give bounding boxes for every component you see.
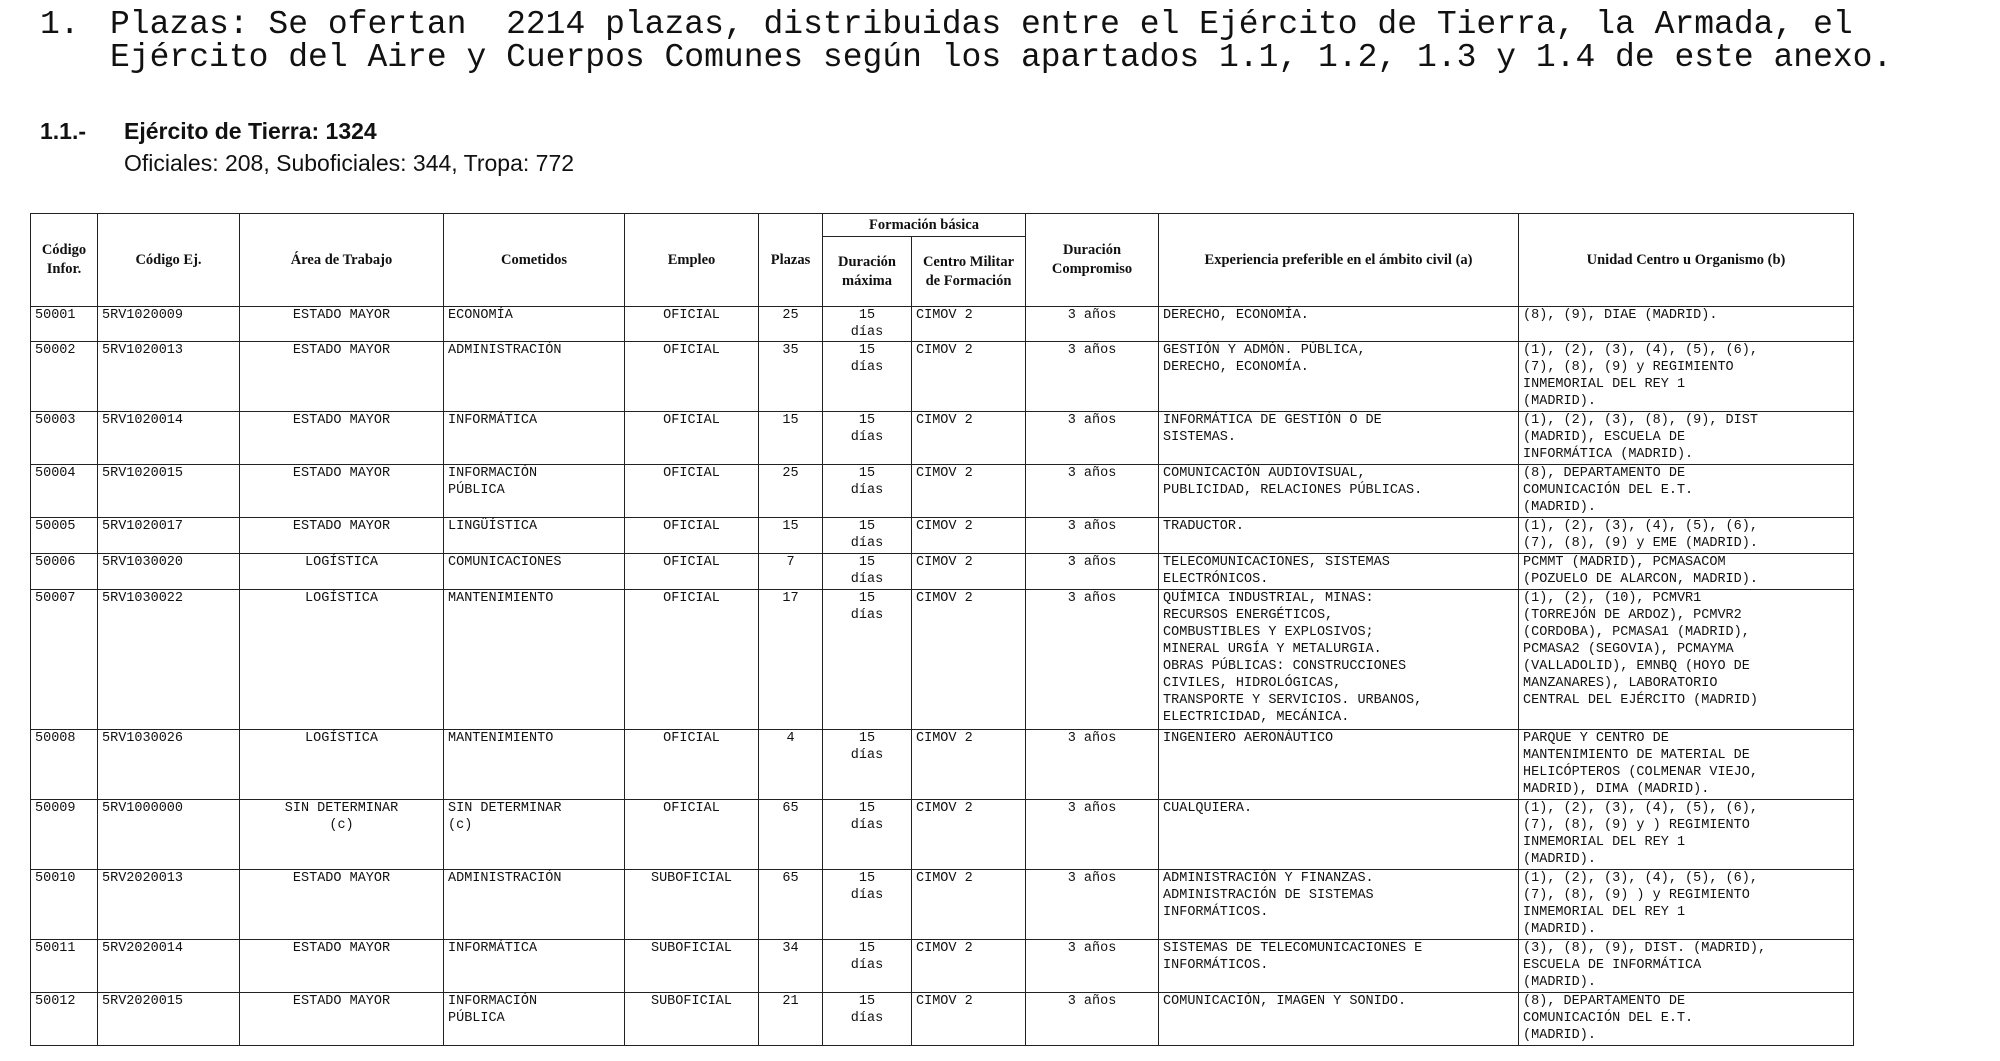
table-row <box>31 307 1854 342</box>
section-subtitle: Oficiales: 208, Suboficiales: 344, Tropa: 772 <box>124 150 575 176</box>
header-empleo: Empleo <box>625 214 759 307</box>
cell-empleo: OFICIAL <box>625 730 759 800</box>
table-row <box>31 800 1854 870</box>
cell-empleo: OFICIAL <box>625 518 759 554</box>
cell-plazas: 65 <box>759 800 823 870</box>
cell-codigo-infor: 50008 <box>31 730 98 800</box>
cell-area-trabajo: ESTADO MAYOR <box>240 412 444 465</box>
table-row <box>31 342 1854 412</box>
header-plazas: Plazas <box>759 214 823 307</box>
cell-cometidos: MANTENIMIENTO <box>444 590 625 730</box>
cell-codigo-infor: 50009 <box>31 800 98 870</box>
table-row <box>31 465 1854 518</box>
header-duracion-compromiso: Duración Compromiso <box>1026 214 1159 307</box>
header-formacion-basica: Formación básica <box>823 214 1026 237</box>
section-heading <box>40 118 377 145</box>
intro-number: 1. <box>40 6 80 43</box>
cell-experiencia: QUÍMICA INDUSTRIAL, MINAS: RECURSOS ENERGÉTICOS, COMBUSTIBLES Y EXPLOSIVOS; MINERAL URGÍA Y METALURGIA. OBRAS PÚBLICAS: CONSTRUCCIONES CIVILES, HIDROLÓGICAS, TRANSPORTE Y SERVICIOS. URBANOS, ELECTRICIDAD, MECÁNICA. <box>1159 590 1519 730</box>
cell-plazas: 4 <box>759 730 823 800</box>
cell-unidad: (8), (9), DIAE (MADRID). <box>1519 307 1854 342</box>
cell-cometidos: INFORMÁTICA <box>444 412 625 465</box>
cell-codigo-infor: 50003 <box>31 412 98 465</box>
cell-unidad: PCMMT (MADRID), PCMASACOM (POZUELO DE ALARCON, MADRID). <box>1519 554 1854 590</box>
cell-centro-militar: CIMOV 2 <box>912 342 1026 412</box>
cell-experiencia: INFORMÁTICA DE GESTIÓN O DE SISTEMAS. <box>1159 412 1519 465</box>
cell-codigo-ej: 5RV1000000 <box>98 800 240 870</box>
cell-centro-militar: CIMOV 2 <box>912 465 1026 518</box>
cell-experiencia: ADMINISTRACIÓN Y FINANZAS. ADMINISTRACIÓN DE SISTEMAS INFORMÁTICOS. <box>1159 870 1519 940</box>
cell-codigo-infor: 50004 <box>31 465 98 518</box>
cell-centro-militar: CIMOV 2 <box>912 800 1026 870</box>
cell-duracion-maxima: 15 días <box>823 518 912 554</box>
cell-cometidos: INFORMACIÓN PÚBLICA <box>444 993 625 1046</box>
cell-duracion-compromiso: 3 años <box>1026 870 1159 940</box>
table-row <box>31 412 1854 465</box>
cell-area-trabajo: ESTADO MAYOR <box>240 993 444 1046</box>
cell-experiencia: COMUNICACIÓN, IMAGEN Y SONIDO. <box>1159 993 1519 1046</box>
header-experiencia: Experiencia preferible en el ámbito civil (a) <box>1159 214 1519 307</box>
cell-codigo-infor: 50001 <box>31 307 98 342</box>
cell-duracion-compromiso: 3 años <box>1026 993 1159 1046</box>
cell-codigo-ej: 5RV1030022 <box>98 590 240 730</box>
cell-duracion-maxima: 15 días <box>823 412 912 465</box>
cell-area-trabajo: LOGÍSTICA <box>240 554 444 590</box>
cell-codigo-infor: 50012 <box>31 993 98 1046</box>
cell-duracion-maxima: 15 días <box>823 870 912 940</box>
cell-experiencia: GESTIÓN Y ADMÓN. PÚBLICA, DERECHO, ECONOMÍA. <box>1159 342 1519 412</box>
cell-plazas: 21 <box>759 993 823 1046</box>
cell-cometidos: SIN DETERMINAR (c) <box>444 800 625 870</box>
cell-unidad: (8), DEPARTAMENTO DE COMUNICACIÓN DEL E.T. (MADRID). <box>1519 993 1854 1046</box>
cell-duracion-compromiso: 3 años <box>1026 940 1159 993</box>
cell-codigo-infor: 50002 <box>31 342 98 412</box>
cell-duracion-maxima: 15 días <box>823 465 912 518</box>
cell-empleo: SUBOFICIAL <box>625 870 759 940</box>
table-row <box>31 554 1854 590</box>
header-centro-militar: Centro Militar de Formación <box>912 237 1026 307</box>
cell-duracion-maxima: 15 días <box>823 940 912 993</box>
cell-centro-militar: CIMOV 2 <box>912 870 1026 940</box>
cell-cometidos: LINGÜÍSTICA <box>444 518 625 554</box>
table-row <box>31 940 1854 993</box>
cell-cometidos: COMUNICACIONES <box>444 554 625 590</box>
cell-unidad: (1), (2), (3), (8), (9), DIST (MADRID), ESCUELA DE INFORMÁTICA (MADRID). <box>1519 412 1854 465</box>
cell-centro-militar: CIMOV 2 <box>912 412 1026 465</box>
cell-empleo: OFICIAL <box>625 800 759 870</box>
cell-duracion-compromiso: 3 años <box>1026 307 1159 342</box>
section-title: Ejército de Tierra: 1324 <box>124 118 377 144</box>
cell-plazas: 7 <box>759 554 823 590</box>
cell-duracion-maxima: 15 días <box>823 554 912 590</box>
cell-codigo-ej: 5RV1020014 <box>98 412 240 465</box>
cell-cometidos: MANTENIMIENTO <box>444 730 625 800</box>
cell-codigo-ej: 5RV2020015 <box>98 993 240 1046</box>
cell-codigo-ej: 5RV2020013 <box>98 870 240 940</box>
cell-area-trabajo: ESTADO MAYOR <box>240 518 444 554</box>
cell-duracion-compromiso: 3 años <box>1026 590 1159 730</box>
cell-centro-militar: CIMOV 2 <box>912 554 1026 590</box>
plazas-table <box>30 213 1854 1046</box>
cell-unidad: (3), (8), (9), DIST. (MADRID), ESCUELA DE INFORMÁTICA (MADRID). <box>1519 940 1854 993</box>
cell-unidad: (1), (2), (3), (4), (5), (6), (7), (8), (9) y REGIMIENTO INMEMORIAL DEL REY 1 (MADRID). <box>1519 342 1854 412</box>
cell-plazas: 25 <box>759 307 823 342</box>
cell-empleo: OFICIAL <box>625 590 759 730</box>
section-number: 1.1.- <box>40 118 87 144</box>
cell-duracion-maxima: 15 días <box>823 993 912 1046</box>
cell-unidad: (1), (2), (3), (4), (5), (6), (7), (8), (9) y ) REGIMIENTO INMEMORIAL DEL REY 1 (MADRID). <box>1519 800 1854 870</box>
cell-experiencia: COMUNICACIÓN AUDIOVISUAL, PUBLICIDAD, RELACIONES PÚBLICAS. <box>1159 465 1519 518</box>
cell-duracion-maxima: 15 días <box>823 730 912 800</box>
cell-experiencia: DERECHO, ECONOMÍA. <box>1159 307 1519 342</box>
cell-codigo-infor: 50010 <box>31 870 98 940</box>
cell-empleo: SUBOFICIAL <box>625 940 759 993</box>
cell-duracion-maxima: 15 días <box>823 342 912 412</box>
cell-empleo: OFICIAL <box>625 342 759 412</box>
cell-empleo: OFICIAL <box>625 412 759 465</box>
cell-codigo-ej: 5RV1020009 <box>98 307 240 342</box>
cell-codigo-infor: 50005 <box>31 518 98 554</box>
cell-codigo-infor: 50007 <box>31 590 98 730</box>
cell-codigo-ej: 5RV1030026 <box>98 730 240 800</box>
cell-duracion-compromiso: 3 años <box>1026 554 1159 590</box>
header-codigo-infor: Código Infor. <box>31 214 98 307</box>
cell-area-trabajo: SIN DETERMINAR (c) <box>240 800 444 870</box>
table-row <box>31 518 1854 554</box>
cell-duracion-compromiso: 3 años <box>1026 518 1159 554</box>
cell-duracion-compromiso: 3 años <box>1026 730 1159 800</box>
cell-plazas: 15 <box>759 518 823 554</box>
cell-codigo-ej: 5RV2020014 <box>98 940 240 993</box>
cell-area-trabajo: LOGÍSTICA <box>240 730 444 800</box>
cell-experiencia: CUALQUIERA. <box>1159 800 1519 870</box>
cell-empleo: OFICIAL <box>625 554 759 590</box>
cell-duracion-compromiso: 3 años <box>1026 412 1159 465</box>
table-row <box>31 590 1854 730</box>
cell-plazas: 65 <box>759 870 823 940</box>
cell-unidad: (8), DEPARTAMENTO DE COMUNICACIÓN DEL E.T. (MADRID). <box>1519 465 1854 518</box>
cell-codigo-ej: 5RV1020013 <box>98 342 240 412</box>
cell-duracion-compromiso: 3 años <box>1026 342 1159 412</box>
cell-area-trabajo: ESTADO MAYOR <box>240 870 444 940</box>
cell-centro-militar: CIMOV 2 <box>912 307 1026 342</box>
header-duracion-maxima: Duración máxima <box>823 237 912 307</box>
cell-cometidos: INFORMACIÓN PÚBLICA <box>444 465 625 518</box>
header-codigo-ej: Código Ej. <box>98 214 240 307</box>
cell-duracion-maxima: 15 días <box>823 800 912 870</box>
cell-area-trabajo: ESTADO MAYOR <box>240 307 444 342</box>
cell-centro-militar: CIMOV 2 <box>912 518 1026 554</box>
cell-codigo-ej: 5RV1020017 <box>98 518 240 554</box>
cell-experiencia: INGENIERO AERONÁUTICO <box>1159 730 1519 800</box>
header-unidad: Unidad Centro u Organismo (b) <box>1519 214 1854 307</box>
table-row <box>31 993 1854 1046</box>
cell-centro-militar: CIMOV 2 <box>912 590 1026 730</box>
header-cometidos: Cometidos <box>444 214 625 307</box>
cell-codigo-ej: 5RV1020015 <box>98 465 240 518</box>
cell-experiencia: SISTEMAS DE TELECOMUNICACIONES E INFORMÁTICOS. <box>1159 940 1519 993</box>
cell-duracion-maxima: 15 días <box>823 307 912 342</box>
table-row <box>31 730 1854 800</box>
cell-centro-militar: CIMOV 2 <box>912 940 1026 993</box>
cell-plazas: 34 <box>759 940 823 993</box>
cell-unidad: (1), (2), (3), (4), (5), (6), (7), (8), (9) ) y REGIMIENTO INMEMORIAL DEL REY 1 (MADRID). <box>1519 870 1854 940</box>
cell-area-trabajo: ESTADO MAYOR <box>240 342 444 412</box>
cell-centro-militar: CIMOV 2 <box>912 730 1026 800</box>
cell-experiencia: TELECOMUNICACIONES, SISTEMAS ELECTRÓNICOS. <box>1159 554 1519 590</box>
cell-codigo-infor: 50006 <box>31 554 98 590</box>
cell-plazas: 15 <box>759 412 823 465</box>
cell-plazas: 35 <box>759 342 823 412</box>
cell-unidad: (1), (2), (10), PCMVR1 (TORREJÓN DE ARDOZ), PCMVR2 (CORDOBA), PCMASA1 (MADRID), PCMASA2 (SEGOVIA), PCMAYMA (VALLADOLID), EMNBQ (HOYO DE MANZANARES), LABORATORIO CENTRAL DEL EJÉRCITO (MADRID) <box>1519 590 1854 730</box>
cell-plazas: 25 <box>759 465 823 518</box>
header-area-trabajo: Área de Trabajo <box>240 214 444 307</box>
cell-duracion-maxima: 15 días <box>823 590 912 730</box>
cell-empleo: SUBOFICIAL <box>625 993 759 1046</box>
intro-paragraph <box>40 8 1980 74</box>
cell-cometidos: ADMINISTRACIÓN <box>444 342 625 412</box>
cell-duracion-compromiso: 3 años <box>1026 465 1159 518</box>
cell-unidad: PARQUE Y CENTRO DE MANTENIMIENTO DE MATERIAL DE HELICÓPTEROS (COLMENAR VIEJO, MADRID), DIMA (MADRID). <box>1519 730 1854 800</box>
cell-area-trabajo: ESTADO MAYOR <box>240 465 444 518</box>
cell-unidad: (1), (2), (3), (4), (5), (6), (7), (8), (9) y EME (MADRID). <box>1519 518 1854 554</box>
cell-plazas: 17 <box>759 590 823 730</box>
cell-area-trabajo: LOGÍSTICA <box>240 590 444 730</box>
intro-line-2: Ejército del Aire y Cuerpos Comunes según los apartados 1.1, 1.2, 1.3 y 1.4 de este anexo. <box>110 39 1893 76</box>
table-row <box>31 870 1854 940</box>
cell-codigo-infor: 50011 <box>31 940 98 993</box>
cell-empleo: OFICIAL <box>625 465 759 518</box>
cell-cometidos: ADMINISTRACIÓN <box>444 870 625 940</box>
cell-experiencia: TRADUCTOR. <box>1159 518 1519 554</box>
intro-line-1: Plazas: Se ofertan 2214 plazas, distribuidas entre el Ejército de Tierra, la Armada, el <box>110 6 1853 43</box>
cell-cometidos: ECONOMÍA <box>444 307 625 342</box>
cell-area-trabajo: ESTADO MAYOR <box>240 940 444 993</box>
cell-cometidos: INFORMÁTICA <box>444 940 625 993</box>
cell-codigo-ej: 5RV1030020 <box>98 554 240 590</box>
cell-centro-militar: CIMOV 2 <box>912 993 1026 1046</box>
cell-empleo: OFICIAL <box>625 307 759 342</box>
cell-duracion-compromiso: 3 años <box>1026 800 1159 870</box>
